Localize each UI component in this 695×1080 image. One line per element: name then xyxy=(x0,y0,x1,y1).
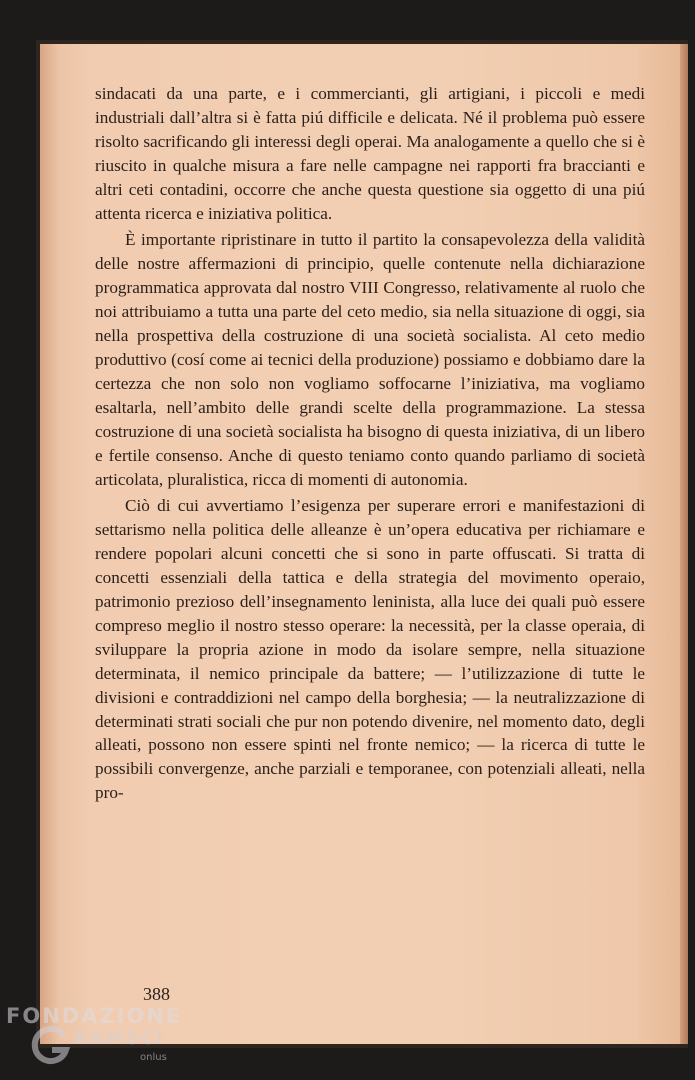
paragraph-3: Ciò di cui avvertiamo l’esigenza per superare errori e manifestazioni di settarismo nella politica delle alleanze è un’opera educativa per richiamare e rendere popolari alcuni concetti che si sono in parte offuscati. Si tratta di concetti essenziali della tattica e della strategia del movimento operaio, patrimonio prezioso dell’insegnamento leninista, alla luce dei quali può essere compreso meglio il nostro stesso operare: la necessità, per la classe operaia, di sviluppare la propria azione in modo da isolare sempre, nella situazione determinata, il nemico principale da battere; — l’utilizzazione di tutte le divisioni e contraddizioni nel campo della borghesia; — la neutralizzazione di determinati strati sociali che pur non potendo divenire, nel momento dato, degli alleati, possono non essere spinti nel fronte nemico; — la ricerca di tutte le possibili convergenze, anche parziali e temporanee, con potenziali alleati, nella pro- xyxy=(95,496,645,803)
watermark-g-icon xyxy=(28,1024,72,1068)
watermark-suffix: onlus xyxy=(140,1052,167,1063)
page-edge xyxy=(680,44,688,1044)
page-body-text xyxy=(95,82,645,805)
page-number: 388 xyxy=(143,984,170,1004)
paragraph-1: sindacati da una parte, e i commercianti, gli artigiani, i piccoli e medi industriali dall’altra si è fatta piú difficile e delicata. Né il problema può essere risolto sacrificando gli interessi degli operai. Ma analogamente a quello che si è riuscito in qualche misura a fare nelle campagne nei rapporti fra braccianti e altri ceti contadini, occorre che anche questa questione sia oggetto di una piú attenta ricerca e iniziativa politica. xyxy=(95,84,645,223)
watermark-line2: RAMSCI xyxy=(74,1028,165,1049)
watermark-line1: FONDAZIONE xyxy=(6,1004,183,1028)
paragraph-2: È importante ripristinare in tutto il partito la consapevolezza della validità delle nostre affermazioni di principio, quelle contenute nella dichiarazione programmatica approvata dal nostro VIII Congresso, relativamente al ruolo che noi attribuiamo a tutta una parte del ceto medio, sia nella situazione di oggi, sia nella prospettiva della costruzione di una società socialista. Al ceto medio produttivo (cosí come ai tecnici della produzione) possiamo e dobbiamo dare la certezza che non solo non vogliamo soffocarne l’iniziativa, ma vogliamo esaltarla, nell’ambito delle grandi scelte della programmazione. La stessa costruzione di una società socialista ha bisogno di questa iniziativa, di un libero e fertile consenso. Anche di questo teniamo conto quando parliamo di società articolata, pluralistica, ricca di momenti di autonomia. xyxy=(95,230,645,489)
